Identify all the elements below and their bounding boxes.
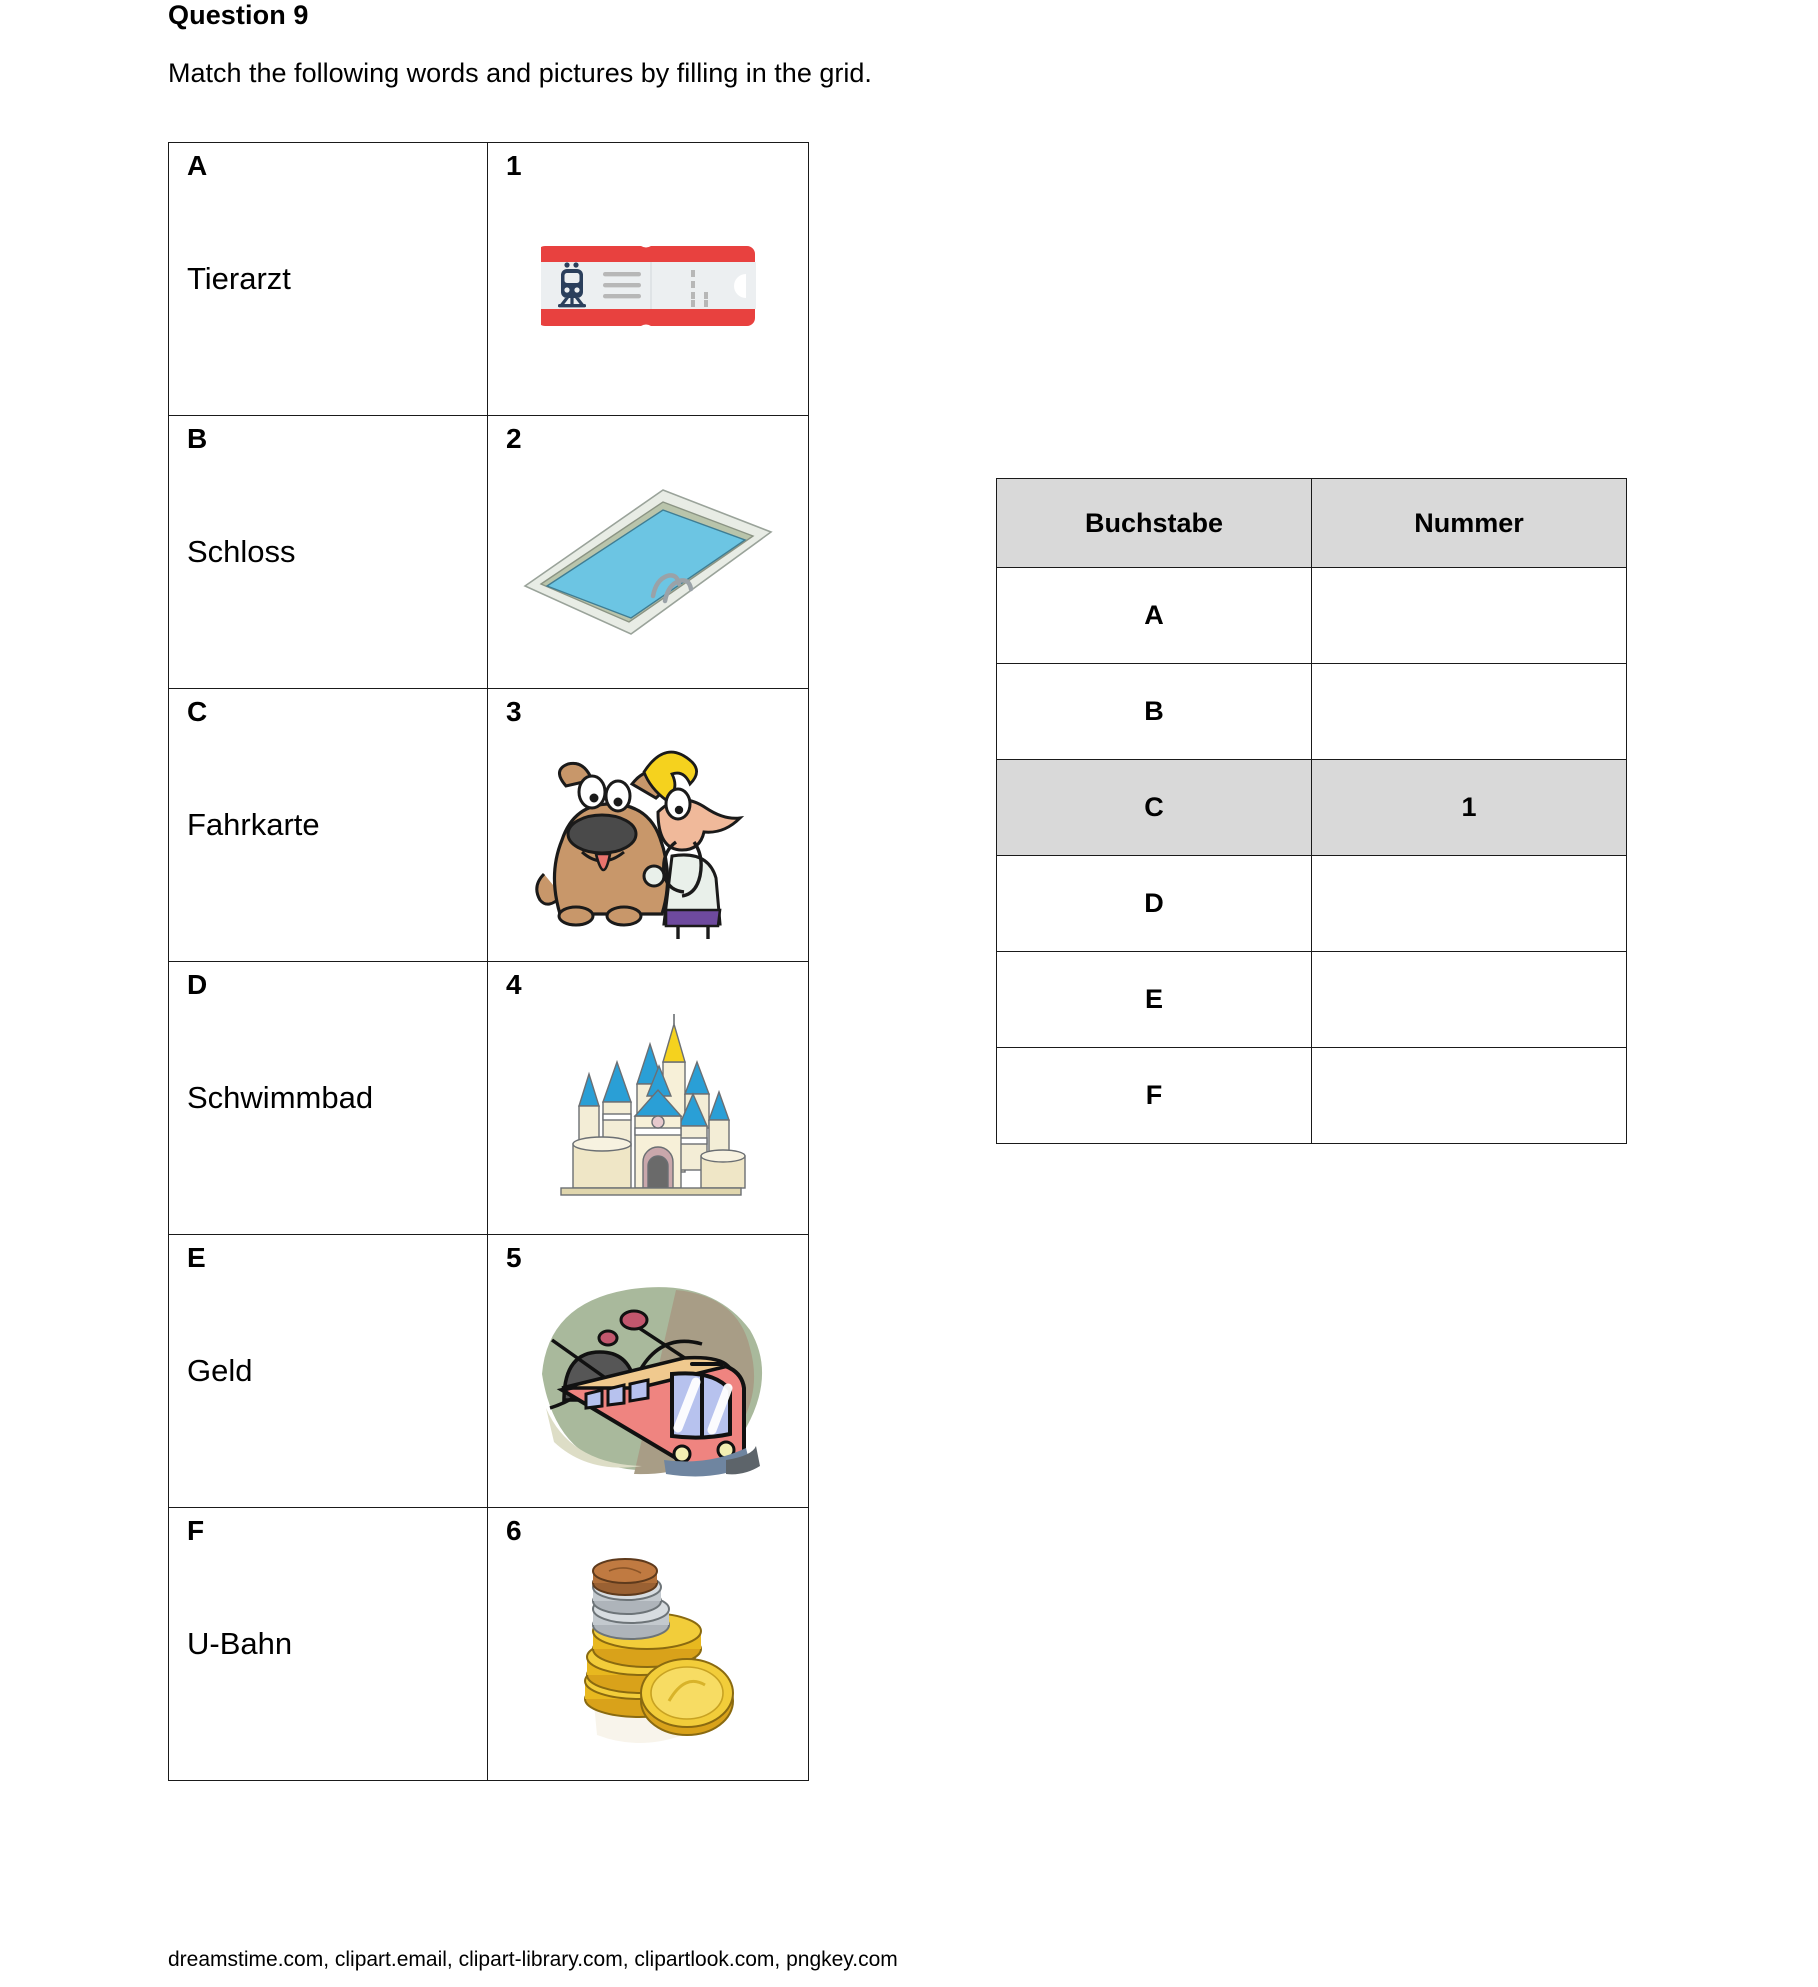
page-title: Question 9 [168, 0, 309, 30]
answer-grid-table [996, 478, 1627, 1144]
train-ticket-icon [541, 232, 756, 340]
word-text-b: Schloss [187, 534, 296, 569]
number-label-4: 4 [506, 969, 522, 1000]
picture-cell-4 [488, 962, 809, 1235]
table-row [169, 416, 809, 689]
word-cell-d [169, 962, 488, 1235]
answer-row-b [997, 664, 1627, 760]
answer-letter-a: A [997, 568, 1312, 664]
subway-train-icon [526, 1278, 771, 1478]
instruction-text: Match the following words and pictures by filling in the grid. [168, 58, 872, 88]
letter-label-f: F [187, 1515, 205, 1546]
coins-icon [551, 1553, 746, 1748]
table-row [169, 1508, 809, 1781]
table-row [169, 1235, 809, 1508]
table-row [169, 143, 809, 416]
word-cell-c [169, 689, 488, 962]
letter-label-d: D [187, 969, 208, 1000]
veterinarian-with-dog-icon [526, 724, 771, 939]
picture-cell-5 [488, 1235, 809, 1508]
answer-letter-d: D [997, 856, 1312, 952]
word-text-c: Fahrkarte [187, 807, 320, 842]
picture-cell-6 [488, 1508, 809, 1781]
answer-number-b[interactable] [1312, 664, 1627, 760]
word-text-a: Tierarzt [187, 261, 291, 296]
word-cell-a [169, 143, 488, 416]
number-label-2: 2 [506, 423, 522, 454]
image-credits: dreamstime.com, clipart.email, clipart-library.com, clipartlook.com, pngkey.com [168, 1948, 898, 1971]
number-label-6: 6 [506, 1515, 522, 1546]
answer-letter-b: B [997, 664, 1312, 760]
castle-icon [551, 1010, 746, 1200]
word-text-e: Geld [187, 1353, 253, 1388]
letter-label-e: E [187, 1242, 206, 1273]
answer-row-c [997, 760, 1627, 856]
letter-label-b: B [187, 423, 208, 454]
letter-label-a: A [187, 150, 208, 181]
picture-cell-1 [488, 143, 809, 416]
answer-grid-header-row [997, 479, 1627, 568]
word-cell-f [169, 1508, 488, 1781]
answer-header-number: Nummer [1312, 479, 1627, 568]
answer-header-letter: Buchstabe [997, 479, 1312, 568]
number-label-1: 1 [506, 150, 522, 181]
answer-letter-e: E [997, 952, 1312, 1048]
answer-number-f[interactable] [1312, 1048, 1627, 1144]
answer-letter-f: F [997, 1048, 1312, 1144]
match-table [168, 142, 809, 1781]
number-label-3: 3 [506, 696, 522, 727]
answer-row-f [997, 1048, 1627, 1144]
answer-row-a [997, 568, 1627, 664]
word-text-d: Schwimmbad [187, 1080, 374, 1115]
answer-row-d [997, 856, 1627, 952]
word-cell-b [169, 416, 488, 689]
swimming-pool-icon [513, 474, 783, 644]
word-text-f: U-Bahn [187, 1626, 293, 1661]
answer-row-e [997, 952, 1627, 1048]
table-row [169, 689, 809, 962]
answer-letter-c: C [997, 760, 1312, 856]
word-cell-e [169, 1235, 488, 1508]
letter-label-c: C [187, 696, 208, 727]
answer-number-d[interactable] [1312, 856, 1627, 952]
picture-cell-2 [488, 416, 809, 689]
number-label-5: 5 [506, 1242, 522, 1273]
table-row [169, 962, 809, 1235]
answer-number-a[interactable] [1312, 568, 1627, 664]
answer-number-c[interactable]: 1 [1312, 760, 1627, 856]
answer-number-e[interactable] [1312, 952, 1627, 1048]
picture-cell-3 [488, 689, 809, 962]
